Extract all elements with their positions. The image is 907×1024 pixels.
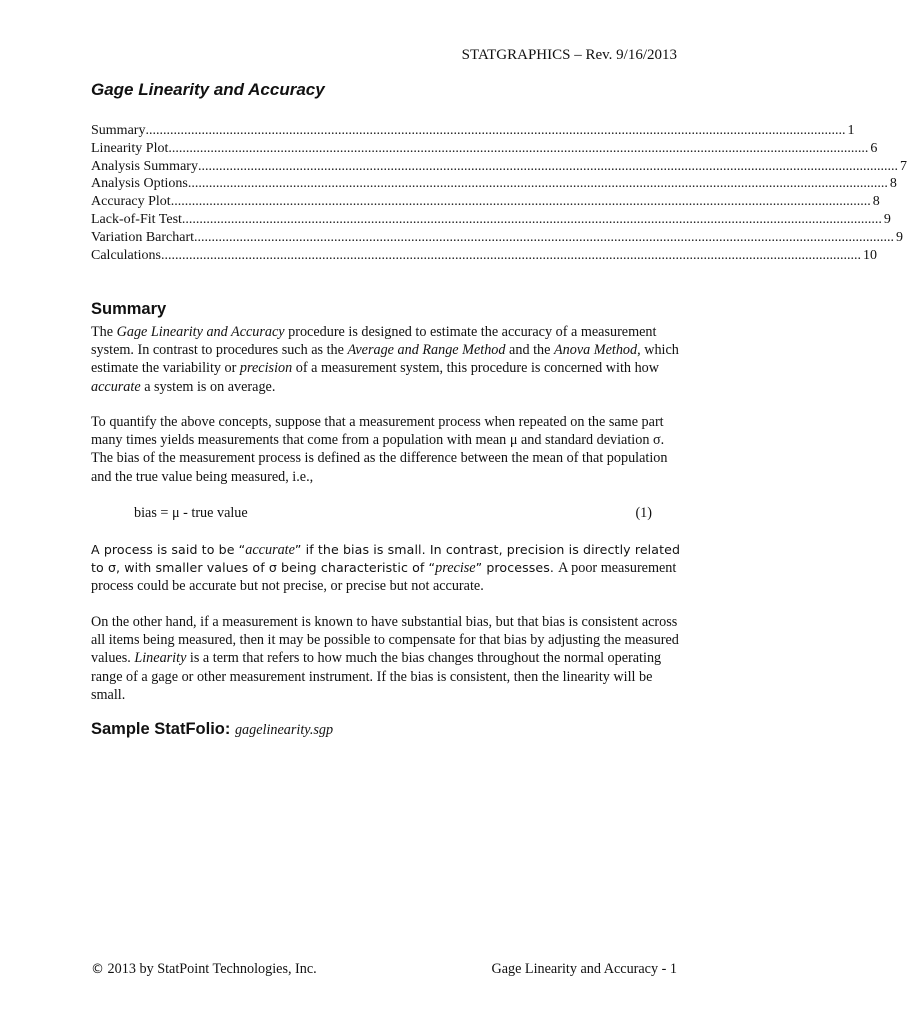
- toc-entry-page: 9: [896, 229, 904, 245]
- table-of-contents: [91, 122, 907, 264]
- toc-entry-page: 10: [863, 247, 877, 263]
- bias-equation: [134, 505, 652, 522]
- summary-heading: Summary: [91, 300, 167, 318]
- toc-entry-title: Summary: [91, 123, 146, 138]
- toc-entry[interactable]: [91, 193, 880, 211]
- statfolio-filename[interactable]: gagelinearity.sgp: [234, 722, 334, 738]
- sample-statfolio: [91, 720, 333, 739]
- footer-copyright: © 2013 by StatPoint Technologies, Inc.: [91, 961, 317, 977]
- toc-entry[interactable]: [91, 211, 891, 229]
- statfolio-label: Sample StatFolio:: [91, 720, 231, 738]
- toc-entry[interactable]: [91, 158, 907, 176]
- toc-entry-page: 8: [889, 176, 897, 192]
- toc-leader-dots: ........................................................................................................................................................................................................: [145, 123, 846, 138]
- toc-leader-dots: ........................................................................................................................................................................................................: [168, 140, 869, 156]
- equation-text: bias = μ - true value: [134, 505, 248, 521]
- summary-paragraph-2: To quantify the above concepts, suppose that a measurement process when repeated on the same part many times yields measurements that come from a population with mean μ and standard deviation σ. The bias of the measurement process is defined as the difference between the mean of that population and the true value being measured, i.e.,: [91, 414, 668, 485]
- toc-entry-page: 1: [847, 123, 855, 138]
- toc-leader-dots: ........................................................................................................................................................................................................: [161, 247, 861, 263]
- toc-entry-title: Analysis Options: [91, 176, 188, 192]
- footer-page-label: Gage Linearity and Accuracy - 1: [491, 961, 677, 977]
- toc-leader-dots: ........................................................................................................................................................................................................: [197, 158, 898, 174]
- toc-entry-page: 8: [872, 194, 880, 210]
- toc-leader-dots: ........................................................................................................................................................................................................: [194, 229, 895, 245]
- summary-paragraph-4: On the other hand, if a measurement is known to have substantial bias, but that bias is consistent across all items being measured, then it may be possible to compensate for that bias by adjusting the measured values. Linearity is a term that refers to how much the bias changes throughout the normal operating range of a gage or other measurement instrument. If the bias is consistent, then the linearity will be small.: [91, 614, 679, 703]
- toc-entry-title: Accuracy Plot: [91, 194, 171, 210]
- equation-number: (1): [635, 505, 652, 521]
- toc-entry-title: Lack-of-Fit Test: [91, 211, 182, 227]
- toc-entry-title: Variation Barchart: [91, 229, 195, 245]
- toc-entry-page: 6: [870, 140, 878, 156]
- toc-entry[interactable]: [91, 140, 878, 158]
- toc-leader-dots: ........................................................................................................................................................................................................: [181, 211, 882, 227]
- running-header: STATGRAPHICS – Rev. 9/16/2013: [461, 47, 677, 63]
- toc-leader-dots: ........................................................................................................................................................................................................: [170, 194, 871, 210]
- toc-entry-title: Calculations: [91, 247, 161, 263]
- toc-leader-dots: ........................................................................................................................................................................................................: [187, 176, 888, 192]
- toc-entry[interactable]: [91, 175, 897, 193]
- toc-entry[interactable]: [91, 247, 877, 265]
- toc-entry[interactable]: [91, 229, 904, 247]
- summary-paragraph-3: A process is said to be “accurate” if the bias is small. In contrast, precision is directly related to σ, with smaller values of σ being characteristic of “precise” processes. A poor measurement process could be accurate but not precise, or precise but not accurate.: [91, 542, 681, 595]
- toc-entry-title: Analysis Summary: [91, 158, 198, 174]
- toc-entry[interactable]: [91, 122, 855, 140]
- document-title: Gage Linearity and Accuracy: [91, 80, 325, 99]
- toc-entry-page: 7: [899, 158, 907, 174]
- toc-entry-page: 9: [883, 211, 891, 227]
- toc-entry-title: Linearity Plot: [91, 140, 169, 156]
- summary-paragraph-1: The Gage Linearity and Accuracy procedure is designed to estimate the accuracy of a measurement system. In contrast to procedures such as the Average and Range Method and the Anova Method, which estimate the variability or precision of a measurement system, this procedure is concerned with how accurate a system is on average.: [91, 324, 679, 395]
- copyright-icon: ©: [91, 962, 104, 977]
